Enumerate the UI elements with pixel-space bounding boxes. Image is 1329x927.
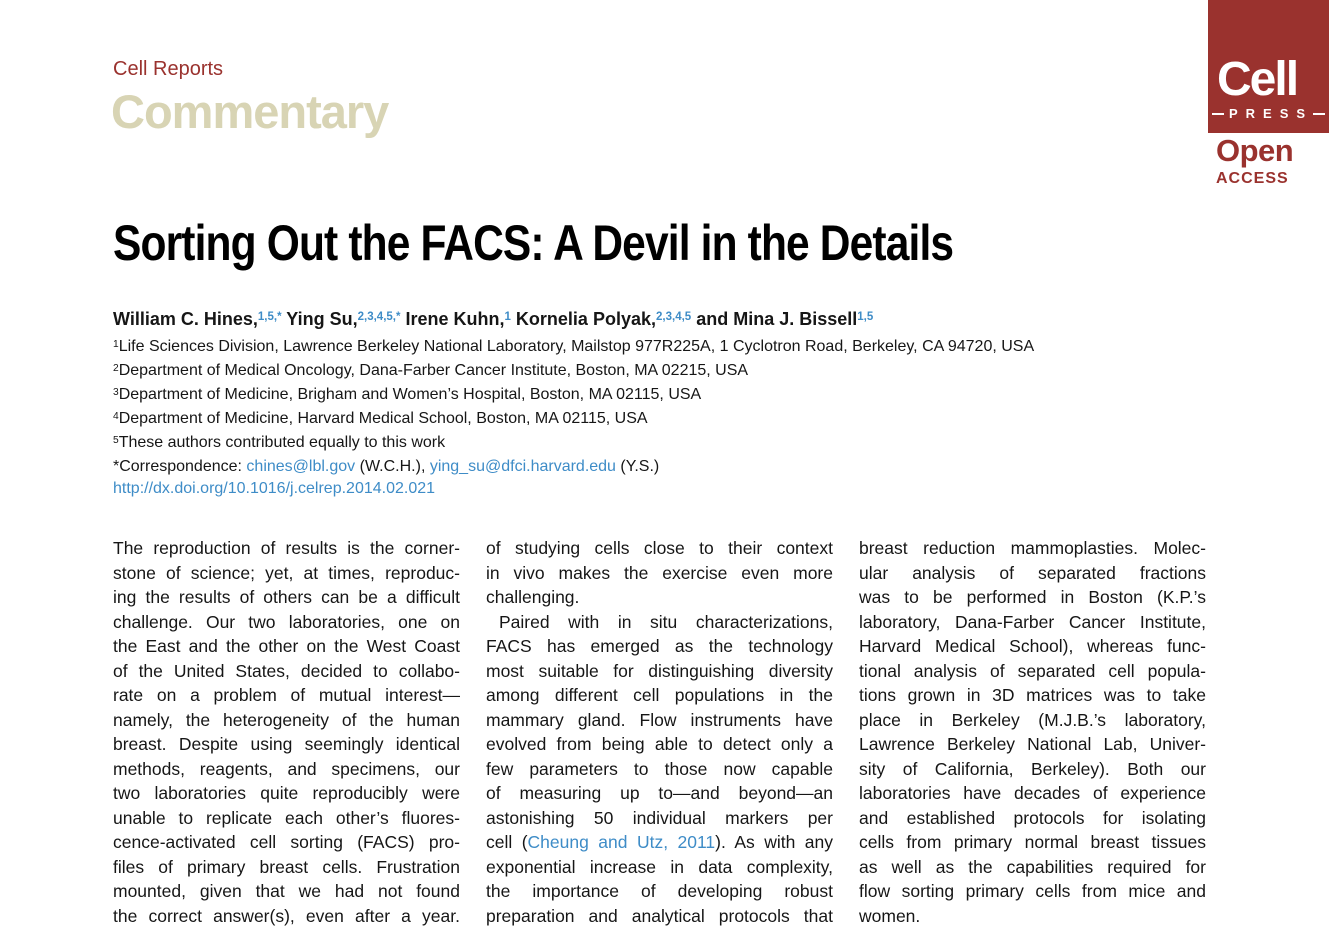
text-line: laboratories have decades of experience — [859, 783, 1206, 803]
text-line: among different cell populations in the — [486, 685, 833, 705]
text-line — [113, 384, 1034, 408]
text-segment: (W.C.H.), — [355, 458, 430, 475]
text-segment: cell ( — [486, 832, 528, 852]
text-line: women. — [859, 905, 921, 926]
superscript: 3 — [113, 386, 119, 398]
text-line: ular analysis of separated fractions — [859, 562, 1206, 583]
text-segment: Ying Su, — [281, 309, 358, 329]
text-line: mammary gland. Flow instruments have — [486, 709, 833, 730]
text-line: Harvard Medical School), whereas func- — [859, 636, 1206, 656]
text-segment: Department of Medicine, Harvard Medical School, Boston, MA 02115, USA — [118, 410, 648, 427]
text-segment: William C. Hines, — [113, 309, 258, 329]
text-line: cells from primary normal breast tissues — [859, 832, 1206, 852]
text-line: breast reduction mammoplasties. Molec- — [859, 538, 1206, 558]
text-line: place in Berkeley (M.J.B.’s laboratory, — [859, 709, 1206, 730]
text-line: methods, reagents, and specimens, our — [113, 758, 460, 779]
text-line: in vivo makes the exercise even more — [486, 562, 833, 583]
body-column-1 — [113, 536, 460, 927]
text-line: cence-activated cell sorting (FACS) pro- — [113, 832, 460, 852]
text-line: was to be performed in Boston (K.P.’s — [859, 587, 1206, 607]
inline-link[interactable]: ying_su@dfci.harvard.edu — [429, 458, 616, 475]
inline-link[interactable]: chines@lbl.gov — [246, 458, 356, 475]
logo-press-row — [1208, 106, 1329, 121]
superscript: 1 — [113, 338, 119, 350]
text-segment: (Y.S.) — [615, 458, 660, 475]
body-column-2 — [486, 536, 833, 927]
superscript: 2 — [113, 362, 119, 374]
body-column-3 — [859, 536, 1206, 927]
text-line: evolved from being able to detect only a — [486, 734, 833, 754]
text-line: rate on a problem of mutual interest— — [113, 685, 460, 705]
text-line — [113, 478, 1034, 500]
text-line: Paired with in situ characterizations, — [499, 611, 833, 632]
inline-link[interactable]: http://dx.doi.org/10.1016/j.celrep.2014.02.021 — [113, 480, 436, 497]
access-label: ACCESS — [1216, 169, 1289, 187]
open-label: Open — [1216, 133, 1294, 168]
text-line: two laboratories quite reproducibly were — [113, 783, 460, 803]
cell-press-logo — [1208, 0, 1329, 133]
text-line: laboratory, Dana-Farber Cancer Institute, — [859, 611, 1206, 632]
text-line: challenging. — [486, 587, 580, 607]
text-segment: These authors contributed equally to this work — [118, 434, 446, 451]
article-title: Sorting Out the FACS: A Devil in the Details — [113, 215, 954, 271]
text-line: ing the results of others can be a difficult — [113, 587, 460, 607]
text-line: few parameters to those now capable — [486, 758, 833, 779]
author-byline — [113, 309, 873, 330]
text-segment: and Mina J. Bissell — [691, 309, 858, 329]
text-line: of studying cells close to their context — [486, 538, 833, 558]
text-line — [113, 408, 1034, 432]
text-line — [486, 830, 833, 855]
text-line: and established protocols for isolating — [859, 807, 1206, 828]
text-line: FACS has emerged as the technology — [486, 636, 833, 656]
text-segment: Life Sciences Division, Lawrence Berkeley National Laboratory, Mailstop 977R225A, 1 Cyclotron Road, Berkeley, CA 94720, USA — [118, 338, 1035, 355]
press-left-rule — [1212, 113, 1224, 115]
text-line: tions grown in 3D matrices was to take — [859, 685, 1206, 705]
text-line: the East and the other on the West Coast — [113, 636, 460, 656]
text-line: The reproduction of results is the corner- — [113, 538, 460, 558]
superscript: 1 — [504, 311, 511, 324]
text-segment: ). As with any — [715, 832, 833, 852]
text-line: flow sorting primary cells from mice and — [859, 881, 1206, 901]
press-right-rule — [1313, 113, 1325, 115]
inline-link[interactable]: Cheung and Utz, 2011 — [527, 832, 716, 852]
text-line: as well as the capabilities required for — [859, 856, 1206, 877]
superscript: 2,3,4,5 — [655, 311, 692, 324]
text-line: the importance of developing robust — [486, 881, 833, 901]
text-line: stone of science; yet, at times, reproduc- — [113, 562, 460, 583]
text-line: breast. Despite using seemingly identical — [113, 734, 460, 754]
text-line: of the United States, decided to collabo- — [113, 660, 460, 681]
text-line: sity of California, Berkeley). Both our — [859, 758, 1206, 779]
superscript: 5 — [113, 434, 119, 446]
text-line: tional analysis of separated cell popula- — [859, 660, 1206, 681]
text-line: challenge. Our two laboratories, one on — [113, 611, 460, 632]
text-segment: Kornelia Polyak, — [510, 309, 656, 329]
text-line: unable to replicate each other’s fluores- — [113, 807, 460, 828]
text-segment: Department of Medical Oncology, Dana-Farber Cancer Institute, Boston, MA 02215, USA — [118, 362, 749, 379]
superscript: 1,5 — [857, 311, 874, 324]
journal-name: Cell Reports — [113, 58, 224, 80]
text-line — [113, 360, 1034, 384]
text-line: mounted, given that we had not found — [113, 881, 460, 901]
text-line: the correct answer(s), even after a year. — [113, 905, 460, 926]
text-line: preparation and analytical protocols that — [486, 905, 833, 926]
text-line — [113, 336, 1034, 360]
text-line: namely, the heterogeneity of the human — [113, 709, 460, 730]
superscript: 2,3,4,5,* — [357, 311, 401, 324]
text-segment: Irene Kuhn, — [400, 309, 505, 329]
text-line: files of primary breast cells. Frustration — [113, 856, 460, 877]
text-segment: *Correspondence: — [113, 458, 247, 475]
text-line: astonishing 50 individual markers per — [486, 807, 833, 828]
text-line: Lawrence Berkeley National Lab, Univer- — [859, 734, 1206, 754]
text-line — [113, 432, 1034, 456]
text-line: exponential increase in data complexity, — [486, 856, 833, 877]
text-line: of measuring up to—and beyond—an — [486, 783, 833, 803]
superscript: 4 — [113, 410, 119, 422]
superscript: 1,5,* — [257, 311, 282, 324]
text-line — [113, 456, 1034, 478]
affiliations-block — [113, 336, 1034, 500]
text-line: most suitable for distinguishing diversity — [486, 660, 833, 681]
open-access-badge — [1216, 135, 1293, 188]
logo-cell-text: Cell — [1217, 53, 1298, 106]
article-type-label: Commentary — [111, 85, 389, 138]
logo-press-text: PRESS — [1228, 106, 1314, 121]
text-segment: Department of Medicine, Brigham and Women’s Hospital, Boston, MA 02115, USA — [118, 386, 702, 403]
